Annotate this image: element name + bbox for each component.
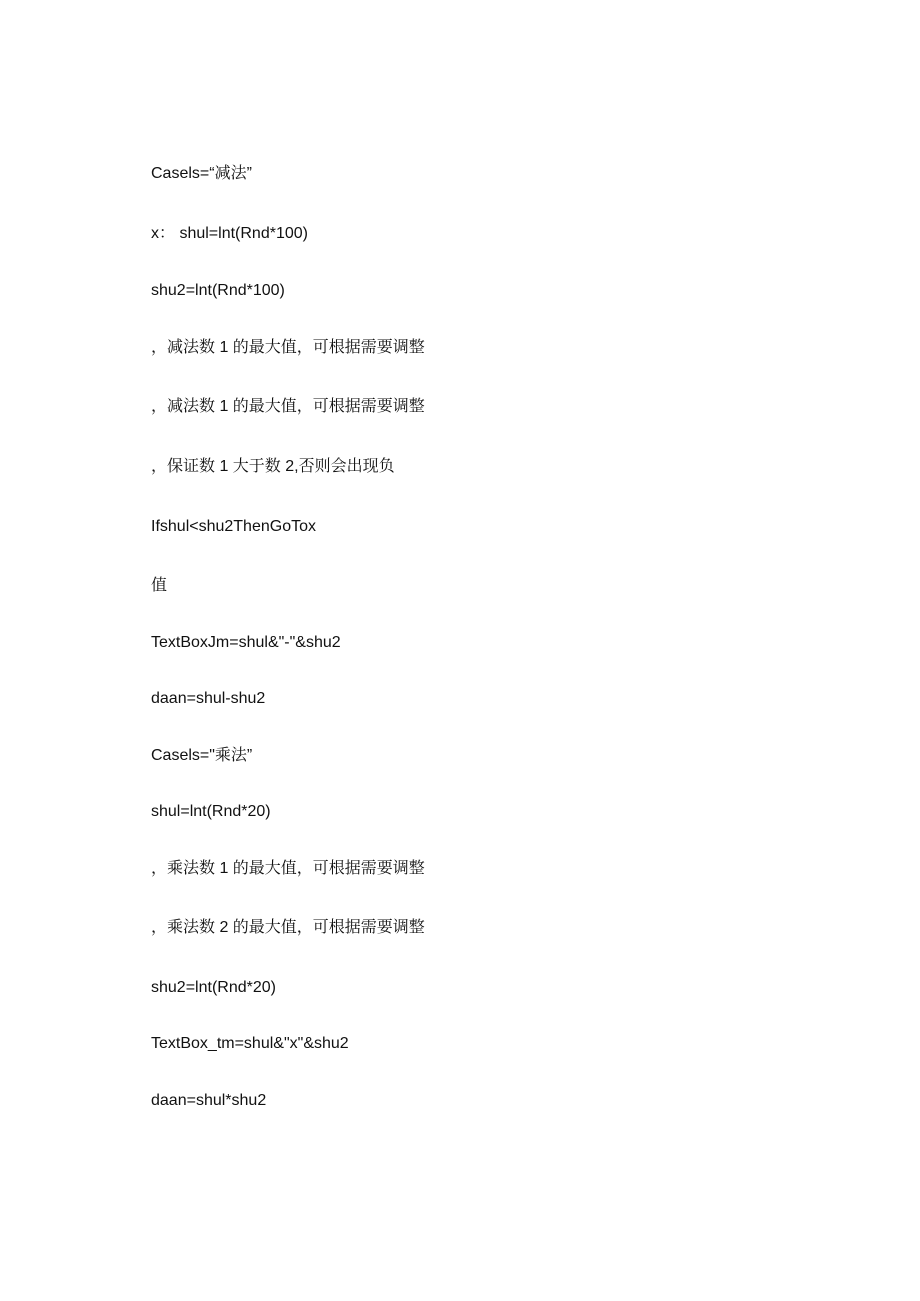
code-line: shul=lnt(Rnd*20)	[151, 803, 271, 820]
comment-line: 值	[151, 577, 168, 594]
code-line: TextBoxJm=shul&"-"&shu2	[151, 634, 341, 651]
code-line: Casels=“减法”	[151, 165, 252, 182]
code-line: Ifshul<shu2ThenGoTox	[151, 518, 316, 535]
comment-line: ，减法数 1 的最大值，可根据需要调整	[151, 398, 425, 415]
code-line: daan=shul*shu2	[151, 1092, 267, 1109]
comment-line: ，保证数 1 大于数 2,否则会出现负	[151, 458, 395, 475]
comment-line: ，乘法数 1 的最大值，可根据需要调整	[151, 860, 425, 877]
code-line: daan=shul-shu2	[151, 690, 266, 707]
code-line: TextBox_tm=shul&"x"&shu2	[151, 1035, 349, 1052]
code-line: x： shul=lnt(Rnd*100)	[151, 225, 308, 242]
code-line: shu2=lnt(Rnd*100)	[151, 282, 285, 299]
code-line: shu2=lnt(Rnd*20)	[151, 979, 276, 996]
comment-line: ，减法数 1 的最大值，可根据需要调整	[151, 339, 425, 356]
comment-line: ，乘法数 2 的最大值，可根据需要调整	[151, 919, 425, 936]
code-line: Casels="乘法”	[151, 747, 253, 764]
